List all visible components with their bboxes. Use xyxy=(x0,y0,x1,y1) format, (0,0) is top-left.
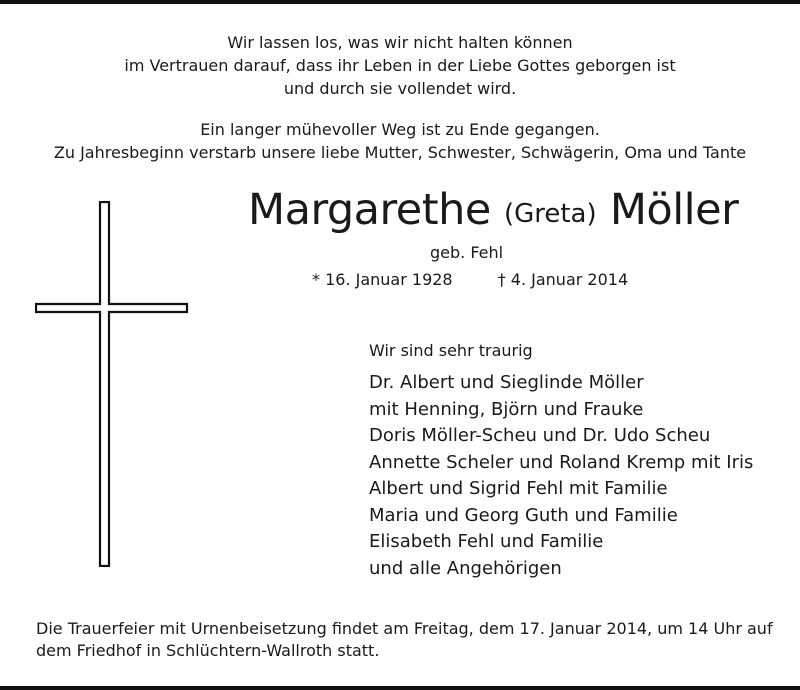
maiden-name: geb. Fehl xyxy=(430,243,504,262)
footer-line: Die Trauerfeier mit Urnenbeisetzung findet am Freitag, dem 17. Januar 2014, um 14 Uhr auf xyxy=(36,619,773,638)
poem xyxy=(0,31,800,100)
mourners-list xyxy=(369,370,753,582)
last-name: Möller xyxy=(609,185,739,235)
poem-line: Wir lassen los, was wir nicht halten können xyxy=(227,33,573,52)
poem-line: und durch sie vollendet wird. xyxy=(283,79,517,98)
top-border xyxy=(0,0,800,4)
list-item: mit Henning, Björn und Frauke xyxy=(369,398,644,420)
intro-line: Zu Jahresbeginn verstarb unsere liebe Mutter, Schwester, Schwägerin, Oma und Tante xyxy=(53,143,747,162)
first-name: Margarethe xyxy=(248,185,491,235)
funeral-notice xyxy=(36,618,773,662)
life-dates xyxy=(312,270,628,289)
list-item: Dr. Albert und Sieglinde Möller xyxy=(369,372,644,393)
list-item: Annette Scheler und Roland Kremp mit Iris xyxy=(369,451,754,473)
birth-date: * 16. Januar 1928 xyxy=(312,270,453,289)
list-item: Elisabeth Fehl und Familie xyxy=(369,531,604,552)
footer-line: dem Friedhof in Schlüchtern-Wallroth statt. xyxy=(36,641,380,660)
list-item: Maria und Georg Guth und Familie xyxy=(369,504,678,526)
deceased-name xyxy=(248,185,738,239)
list-item: und alle Angehörigen xyxy=(369,557,562,579)
list-item: Albert und Sigrid Fehl mit Familie xyxy=(369,478,668,499)
cross-icon xyxy=(35,201,189,567)
mourners-label: Wir sind sehr traurig xyxy=(369,341,533,360)
nickname: (Greta) xyxy=(503,199,597,229)
death-date: † 4. Januar 2014 xyxy=(497,270,629,289)
bottom-border xyxy=(0,686,800,690)
list-item: Doris Möller-Scheu und Dr. Udo Scheu xyxy=(369,425,711,446)
intro-line: Ein langer mühevoller Weg ist zu Ende gegangen. xyxy=(200,120,600,139)
poem-line: im Vertrauen darauf, dass ihr Leben in der Liebe Gottes geborgen ist xyxy=(124,56,676,75)
intro xyxy=(0,118,800,164)
